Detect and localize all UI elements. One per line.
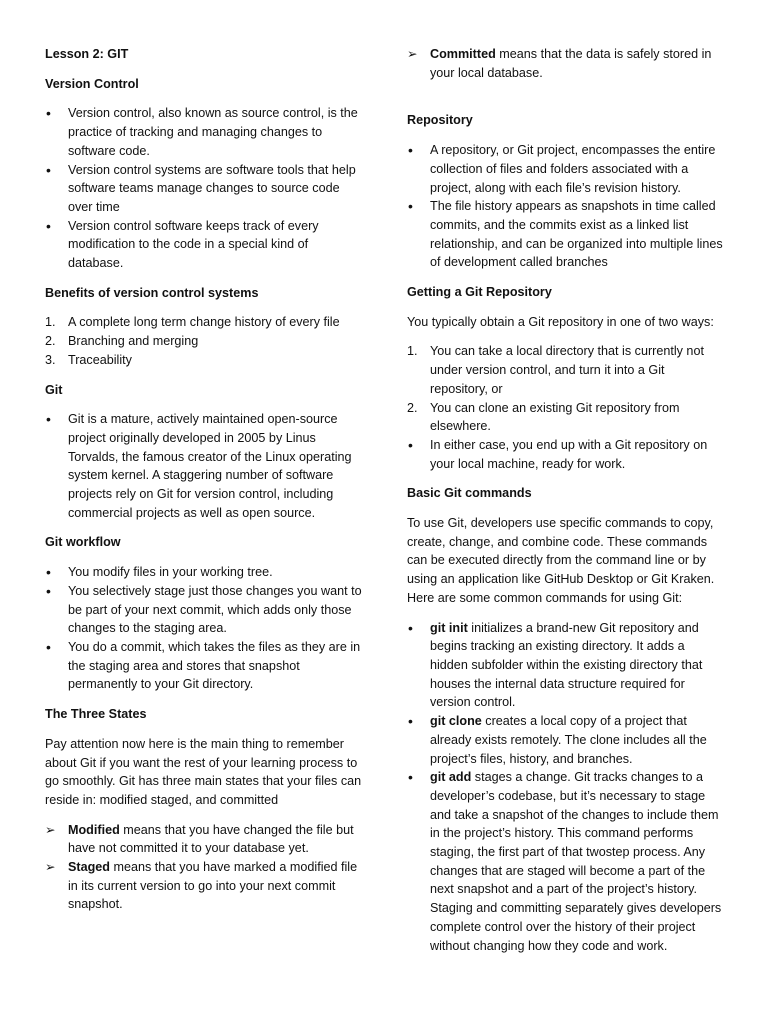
bullet-icon: • [46, 411, 51, 428]
bullet-icon: • [408, 142, 413, 159]
bullet-icon: • [46, 564, 51, 581]
bullet-icon: • [46, 582, 51, 599]
list-item: • In either case, you end up with a Git repository on your local machine, ready for work. [408, 436, 708, 471]
workflow-heading: Git workflow [45, 535, 121, 550]
list-item: ➢ Staged means that you have marked a modified file in its current version to go into your next commit snapshot. [45, 860, 358, 912]
getting-repo-bullet-list [407, 436, 725, 473]
three-states-heading: The Three States [45, 707, 147, 722]
bullet-icon: • [408, 713, 413, 730]
version-control-list [45, 104, 363, 272]
right-column [407, 45, 725, 966]
repository-list [407, 141, 725, 272]
list-item: 2. You can clone an existing Git repository from elsewhere. [407, 400, 680, 434]
list-item: ➢ Modified means that you have changed the file but have not committed it to your database yet. [45, 822, 354, 856]
list-item: • A repository, or Git project, encompasses the entire collection of files and folders associated with a project, along with each file’s revision history. [408, 142, 716, 195]
list-item: 1. A complete long term change history of every file [45, 315, 340, 330]
bullet-icon: • [408, 436, 413, 453]
arrow-bullet-icon: ➢ [45, 860, 56, 875]
bullet-icon: • [408, 619, 413, 636]
list-item: • The file history appears as snapshots in time called commits, and the commits exist as a linked list relationship, and can be organized into multiple lines of development called branches [408, 198, 723, 270]
bullet-icon: • [46, 638, 51, 655]
list-item: • git clone creates a local copy of a project that already exists remotely. The clone includes all the project’s files, history, and branches. [408, 713, 707, 766]
three-states-paragraph: Pay attention now here is the main thing to remember about Git if you want the rest of your learning process to go smoothly. Git has three main states that your files can reside in: modified staged, and committed [45, 736, 362, 807]
git-heading: Git [45, 382, 63, 397]
git-list [45, 410, 363, 522]
list-item: ➢ Committed means that the data is safely stored in your local database. [407, 47, 712, 80]
arrow-bullet-icon: ➢ [45, 822, 56, 837]
list-item: • Version control software keeps track of every modification to the code in a special kind of database. [46, 217, 319, 271]
list-item: 2. Branching and merging [45, 334, 199, 349]
benefits-heading: Benefits of version control systems [45, 285, 259, 300]
lesson-title: Lesson 2: GIT [45, 47, 129, 61]
repository-heading: Repository [407, 113, 473, 128]
version-control-heading: Version Control [45, 76, 139, 91]
states-list-continued [407, 45, 725, 82]
states-list [45, 821, 363, 915]
list-item: 3. Traceability [45, 352, 132, 367]
arrow-bullet-icon: ➢ [407, 47, 418, 61]
bullet-icon: • [46, 217, 51, 234]
list-item: • git init initializes a brand-new Git repository and begins tracking an existing directory. It adds a hidden subfolder within the existing directory that houses the internal data structure required for version control. [408, 619, 703, 710]
getting-repo-heading: Getting a Git Repository [407, 285, 552, 300]
getting-repo-list [407, 342, 725, 436]
bullet-icon: • [408, 198, 413, 215]
bullet-icon: • [46, 105, 51, 122]
list-item: • Version control systems are software tools that help software teams manage changes to source code over time [46, 161, 356, 214]
benefits-list [45, 313, 363, 369]
list-item: • You selectively stage just those changes you want to be part of your next commit, which adds only those changes to the staging area. [46, 582, 362, 636]
commands-list [407, 619, 725, 956]
bullet-icon: • [46, 161, 51, 178]
list-item: 1. You can take a local directory that is currently not under version control, and turn it into a Git repository, or [407, 344, 704, 396]
left-column [45, 45, 363, 925]
basic-commands-heading: Basic Git commands [407, 486, 532, 501]
list-item: • Git is a mature, actively maintained open-source project originally developed in 2005 by Linus Torvalds, the famous creator of the Linux operating system kernel. A staggering number of software projects rely on Git for version control, including commercial projects as well as open source. [46, 411, 352, 520]
list-item: • You do a commit, which takes the files as they are in the staging area and stores that snapshot permanently to your Git directory. [46, 638, 361, 692]
list-item: • Version control, also known as source control, is the practice of tracking and managing changes to software code. [46, 105, 358, 158]
bullet-icon: • [408, 769, 413, 786]
list-item: • You modify files in your working tree. [46, 564, 273, 581]
basic-commands-paragraph: To use Git, developers use specific commands to copy, create, change, and combine code. These commands can be executed directly from the command line or by using an application like GitHub Desktop or Git Kraken. Here are some common commands for using Git: [407, 516, 715, 605]
getting-repo-paragraph: You typically obtain a Git repository in one of two ways: [407, 314, 714, 329]
list-item: • git add stages a change. Git tracks changes to a developer’s codebase, but it’s necessary to stage and take a snapshot of the changes to include them in the project’s history. This command performs staging, the first part of that twostep process. Any changes that are staged will become a part of the next snapshot and a part of the project’s history. Staging and committing separately gives developers complete control over the history of their project without changing how they code and work. [408, 769, 722, 953]
workflow-list [45, 563, 363, 694]
